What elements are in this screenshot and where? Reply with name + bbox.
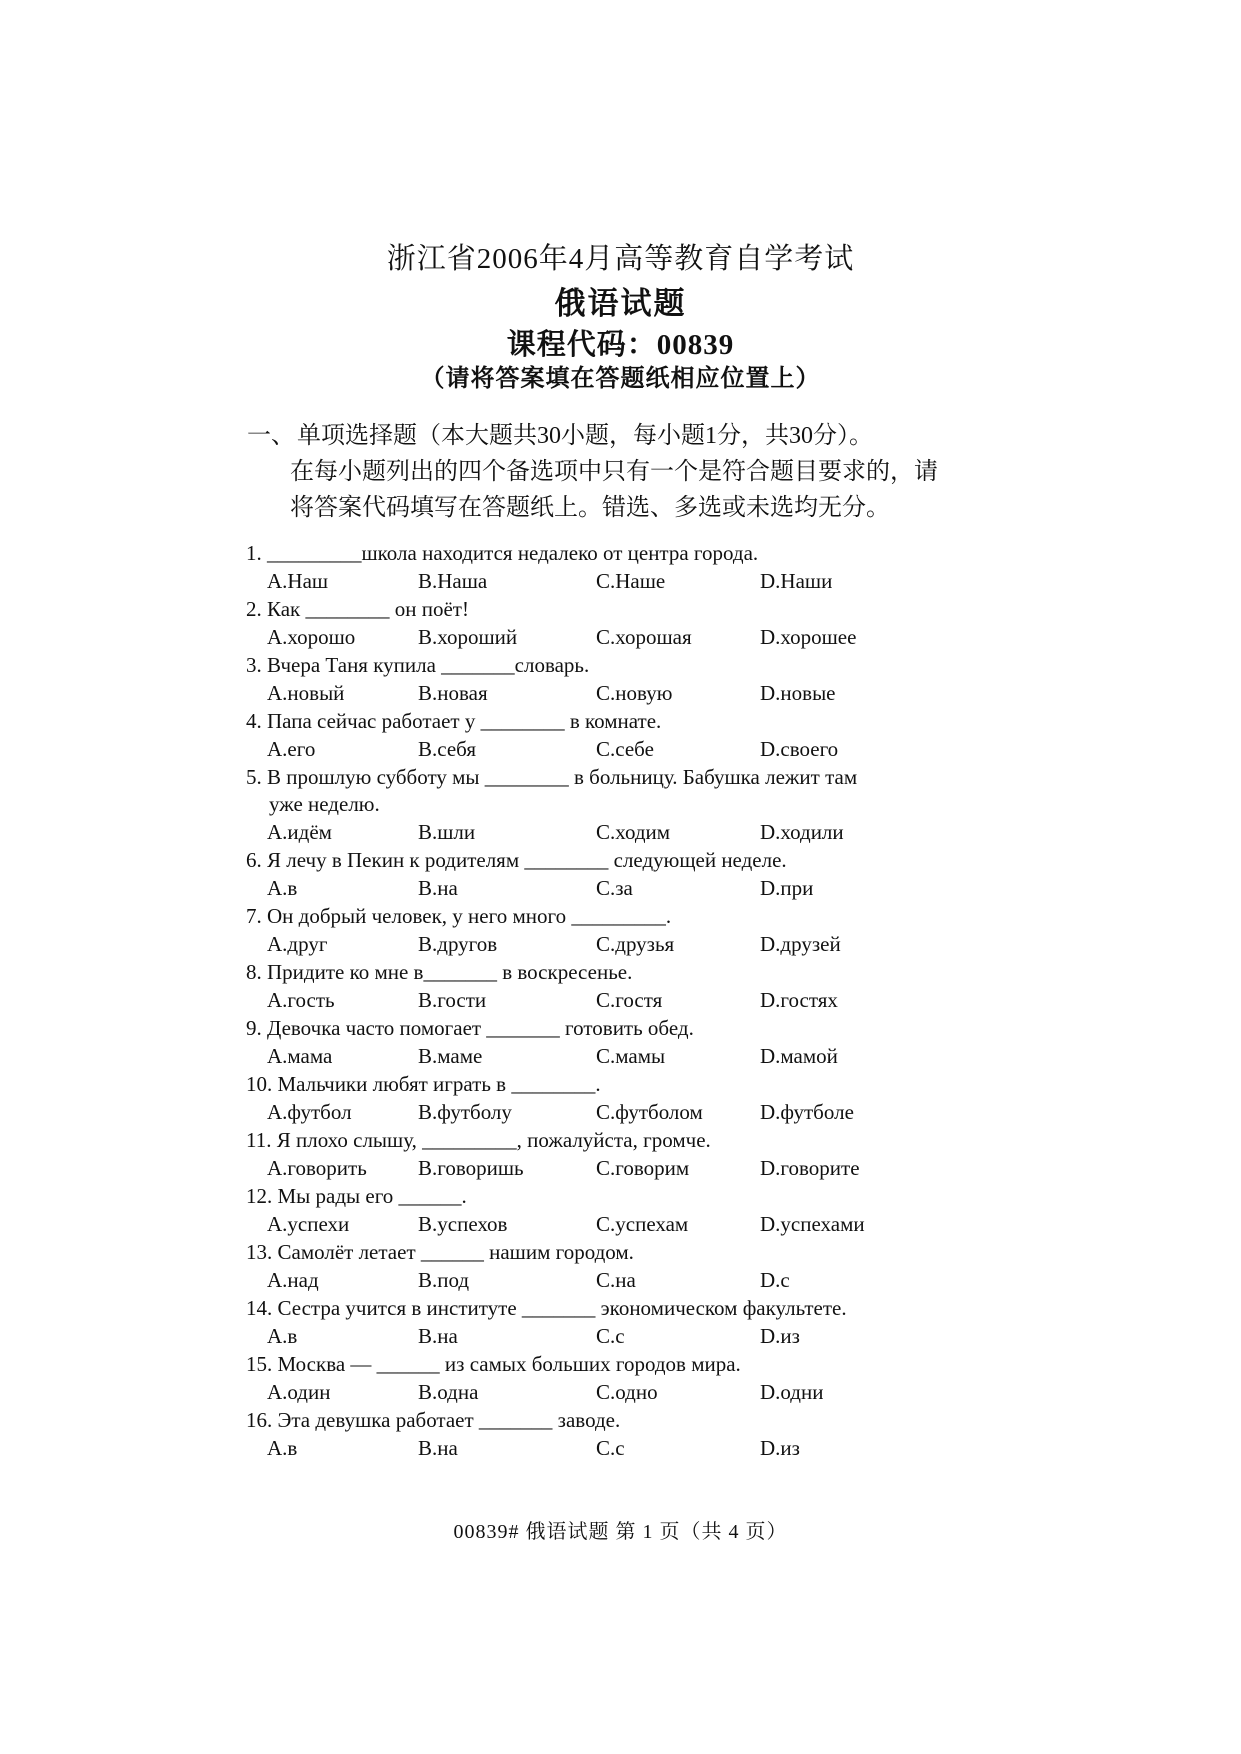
question-list <box>246 540 1006 1463</box>
answer-option: C.гостя <box>596 988 663 1012</box>
answer-option: A.в <box>267 1436 298 1460</box>
question-stem: 1. _________школа находится недалеко от центра города. <box>246 541 759 565</box>
subject-title: 俄语试题 <box>554 286 687 321</box>
question-item <box>246 847 1006 903</box>
option-row <box>246 930 1006 959</box>
answer-option: D.Наши <box>760 569 833 593</box>
answer-option: D.одни <box>760 1380 824 1404</box>
answer-option: D.успехами <box>760 1212 865 1236</box>
option-row <box>246 1322 1006 1351</box>
answer-option: C.Наше <box>596 569 666 593</box>
answer-option: C.друзья <box>596 932 675 956</box>
answer-option: D.из <box>760 1436 800 1460</box>
answer-option: B.себя <box>418 737 476 761</box>
answer-option: C.говорим <box>596 1156 690 1180</box>
section-instruction: 在每小题列出的四个备选项中只有一个是符合题目要求的，请 <box>290 459 938 485</box>
question-stem: 15. Москва — ______ из самых больших городов мира. <box>246 1352 741 1376</box>
option-row <box>246 567 1006 596</box>
answer-option: C.за <box>596 876 633 900</box>
question-item <box>246 1407 1006 1463</box>
answer-option: B.Наша <box>418 569 488 593</box>
answer-option: D.с <box>760 1268 790 1292</box>
option-row <box>246 1098 1006 1127</box>
answer-option: B.маме <box>418 1044 483 1068</box>
option-row <box>246 986 1006 1015</box>
answer-option: A.Наш <box>267 569 329 593</box>
section-instruction: 将答案代码填写在答题纸上。错选、多选或未选均无分。 <box>290 495 890 521</box>
answer-option: C.с <box>596 1436 625 1460</box>
answer-option: C.футболом <box>596 1100 703 1124</box>
question-stem: 4. Папа сейчас работает у ________ в комнате. <box>246 709 662 733</box>
question-item <box>246 596 1006 652</box>
option-row <box>246 1378 1006 1407</box>
answer-note: （请将答案填在答题纸相应位置上） <box>420 366 821 392</box>
option-row <box>246 1210 1006 1239</box>
question-stem: 14. Сестра учится в институте _______ экономическом факультете. <box>246 1296 847 1320</box>
question-stem: 10. Мальчики любят играть в ________. <box>246 1072 601 1096</box>
exam-title: 浙江省2006年4月高等教育自学考试 <box>386 243 855 275</box>
answer-option: A.его <box>267 737 316 761</box>
answer-option: A.в <box>267 1324 298 1348</box>
answer-option: D.футболе <box>760 1100 854 1124</box>
question-stem: 8. Придите ко мне в_______ в воскресенье. <box>246 960 633 984</box>
answer-option: B.хороший <box>418 625 518 649</box>
answer-option: D.своего <box>760 737 839 761</box>
answer-option: D.из <box>760 1324 800 1348</box>
answer-option: A.один <box>267 1380 331 1404</box>
option-row <box>246 735 1006 764</box>
answer-option: A.над <box>267 1268 319 1292</box>
page-footer: 00839# 俄语试题 第 1 页（共 4 页） <box>453 1521 788 1543</box>
option-row <box>246 1154 1006 1183</box>
option-row <box>246 679 1006 708</box>
course-code: 课程代码：00839 <box>506 329 735 361</box>
answer-option: D.друзей <box>760 932 841 956</box>
section-title: 单项选择题（本大题共30小题，每小题1分，共30分）。 <box>297 423 873 449</box>
answer-option: B.на <box>418 876 458 900</box>
answer-option: A.мама <box>267 1044 333 1068</box>
question-stem: 2. Как ________ он поёт! <box>246 597 469 621</box>
question-stem: 3. Вчера Таня купила _______словарь. <box>246 653 590 677</box>
option-row <box>246 623 1006 652</box>
question-item <box>246 903 1006 959</box>
section-heading <box>247 418 1007 526</box>
answer-option: C.одно <box>596 1380 658 1404</box>
answer-option: B.под <box>418 1268 470 1292</box>
answer-option: B.другов <box>418 932 498 956</box>
answer-option: D.новые <box>760 681 836 705</box>
answer-option: C.новую <box>596 681 673 705</box>
question-item <box>246 1183 1006 1239</box>
answer-option: B.новая <box>418 681 488 705</box>
answer-option: A.новый <box>267 681 345 705</box>
answer-option: A.футбол <box>267 1100 352 1124</box>
answer-option: D.говорите <box>760 1156 860 1180</box>
option-row <box>246 1266 1006 1295</box>
answer-option: C.хорошая <box>596 625 692 649</box>
question-stem: 12. Мы рады его ______. <box>246 1184 467 1208</box>
answer-option: B.успехов <box>418 1212 508 1236</box>
question-stem-continuation: уже неделю. <box>269 792 380 816</box>
answer-option: D.мамой <box>760 1044 838 1068</box>
answer-option: C.с <box>596 1324 625 1348</box>
answer-option: C.себе <box>596 737 654 761</box>
answer-option: A.идём <box>267 820 332 844</box>
answer-option: B.гости <box>418 988 487 1012</box>
question-item <box>246 1071 1006 1127</box>
answer-option: C.мамы <box>596 1044 666 1068</box>
question-item <box>246 540 1006 596</box>
question-item <box>246 1295 1006 1351</box>
answer-option: C.ходим <box>596 820 671 844</box>
answer-option: B.говоришь <box>418 1156 524 1180</box>
answer-option: C.успехам <box>596 1212 689 1236</box>
option-row <box>246 1042 1006 1071</box>
question-item <box>246 652 1006 708</box>
question-stem: 11. Я плохо слышу, _________, пожалуйста, громче. <box>246 1128 711 1152</box>
answer-option: D.гостях <box>760 988 838 1012</box>
answer-option: B.на <box>418 1324 458 1348</box>
section-number: 一、 <box>247 423 295 449</box>
answer-option: D.ходили <box>760 820 844 844</box>
question-stem: 5. В прошлую субботу мы ________ в больницу. Бабушка лежит там <box>246 765 858 789</box>
answer-option: B.одна <box>418 1380 479 1404</box>
answer-option: A.гость <box>267 988 335 1012</box>
question-item <box>246 1351 1006 1407</box>
question-stem: 16. Эта девушка работает _______ заводе. <box>246 1408 621 1432</box>
question-stem: 6. Я лечу в Пекин к родителям ________ следующей неделе. <box>246 848 787 872</box>
question-stem: 13. Самолёт летает ______ нашим городом. <box>246 1240 634 1264</box>
answer-option: D.при <box>760 876 814 900</box>
answer-option: D.хорошее <box>760 625 857 649</box>
answer-option: A.говорить <box>267 1156 367 1180</box>
option-row <box>246 874 1006 903</box>
question-item <box>246 959 1006 1015</box>
question-item <box>246 764 1006 847</box>
answer-option: A.хорошо <box>267 625 356 649</box>
answer-option: A.друг <box>267 932 328 956</box>
answer-option: B.футболу <box>418 1100 512 1124</box>
answer-option: B.шли <box>418 820 476 844</box>
question-stem: 9. Девочка часто помогает _______ готовить обед. <box>246 1016 694 1040</box>
answer-option: C.на <box>596 1268 636 1292</box>
answer-option: A.успехи <box>267 1212 350 1236</box>
option-row <box>246 818 1006 847</box>
question-item <box>246 708 1006 764</box>
question-item <box>246 1239 1006 1295</box>
question-stem: 7. Он добрый человек, у него много _________. <box>246 904 672 928</box>
question-item <box>246 1127 1006 1183</box>
answer-option: B.на <box>418 1436 458 1460</box>
option-row <box>246 1434 1006 1463</box>
answer-option: A.в <box>267 876 298 900</box>
question-item <box>246 1015 1006 1071</box>
